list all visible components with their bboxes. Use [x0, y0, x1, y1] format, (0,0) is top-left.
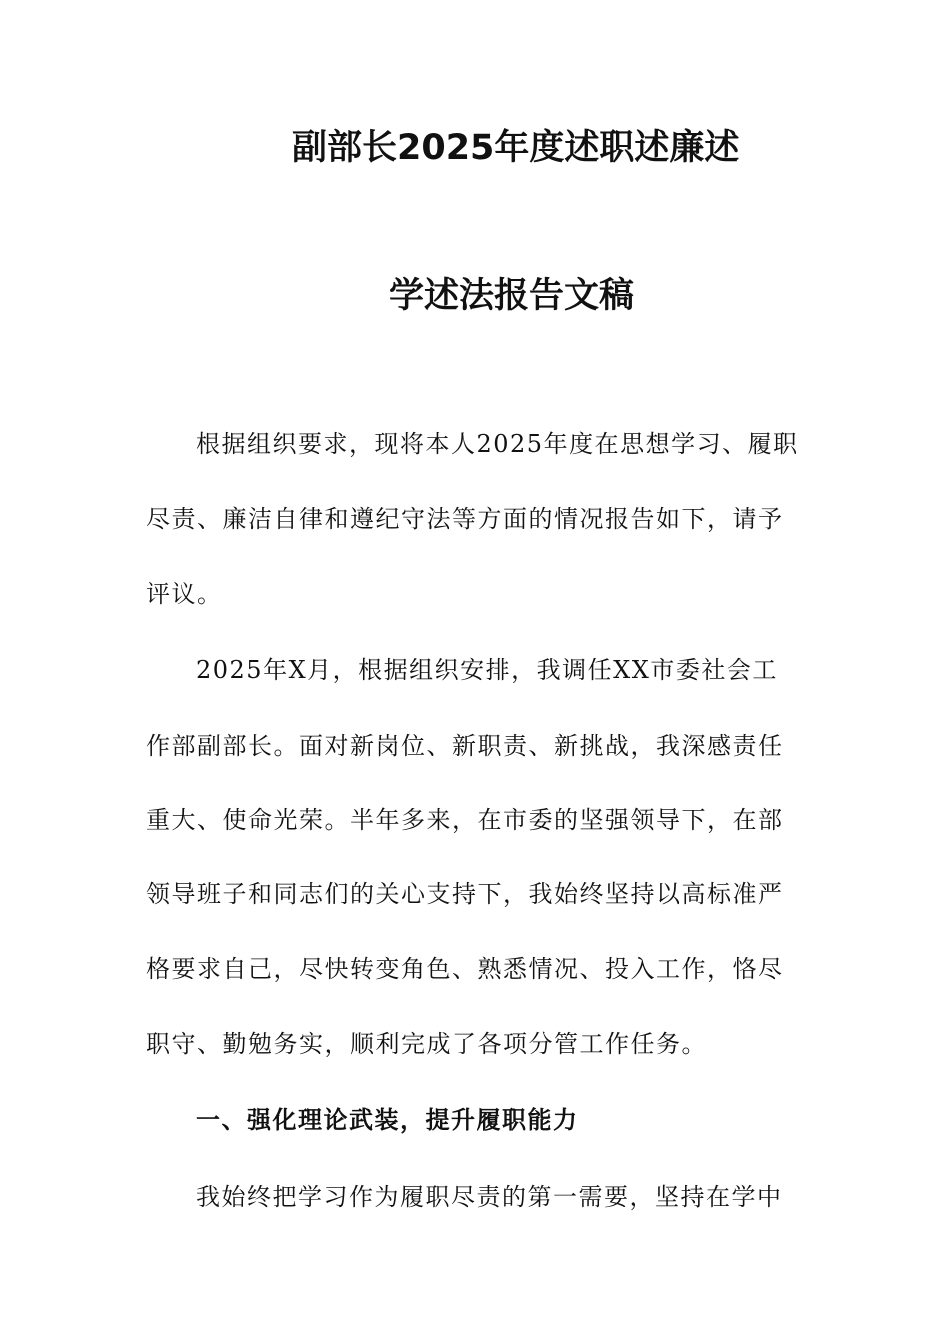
paragraph-3-line-1: 我始终把学习作为履职尽责的第一需要，坚持在学中: [196, 1183, 783, 1211]
paragraph-2-line-1: 2025年X月，根据组织安排，我调任XX市委社会工: [196, 656, 778, 684]
paragraph-2-line-2: 作部副部长。面对新岗位、新职责、新挑战，我深感责任: [146, 732, 784, 760]
paragraph-1-line-2: 尽责、廉洁自律和遵纪守法等方面的情况报告如下，请予: [146, 505, 784, 533]
section-1-heading: 一、强化理论武装，提升履职能力: [196, 1106, 579, 1134]
paragraph-2-line-3: 重大、使命光荣。半年多来，在市委的坚强领导下，在部: [146, 806, 784, 834]
paragraph-1-line-3: 评议。: [146, 580, 223, 608]
paragraph-2-line-4: 领导班子和同志们的关心支持下，我始终坚持以高标准严: [146, 880, 784, 908]
paragraph-2-line-5: 格要求自己，尽快转变角色、熟悉情况、投入工作，恪尽: [146, 955, 784, 983]
paragraph-1-line-1: 根据组织要求，现将本人2025年度在思想学习、履职: [196, 430, 799, 458]
paragraph-2-line-6: 职守、勤勉务实，顺利完成了各项分管工作任务。: [146, 1030, 707, 1058]
document-title-line-1: 副部长2025年度述职述廉述: [292, 128, 740, 168]
document-title-line-2: 学述法报告文稿: [389, 276, 635, 316]
